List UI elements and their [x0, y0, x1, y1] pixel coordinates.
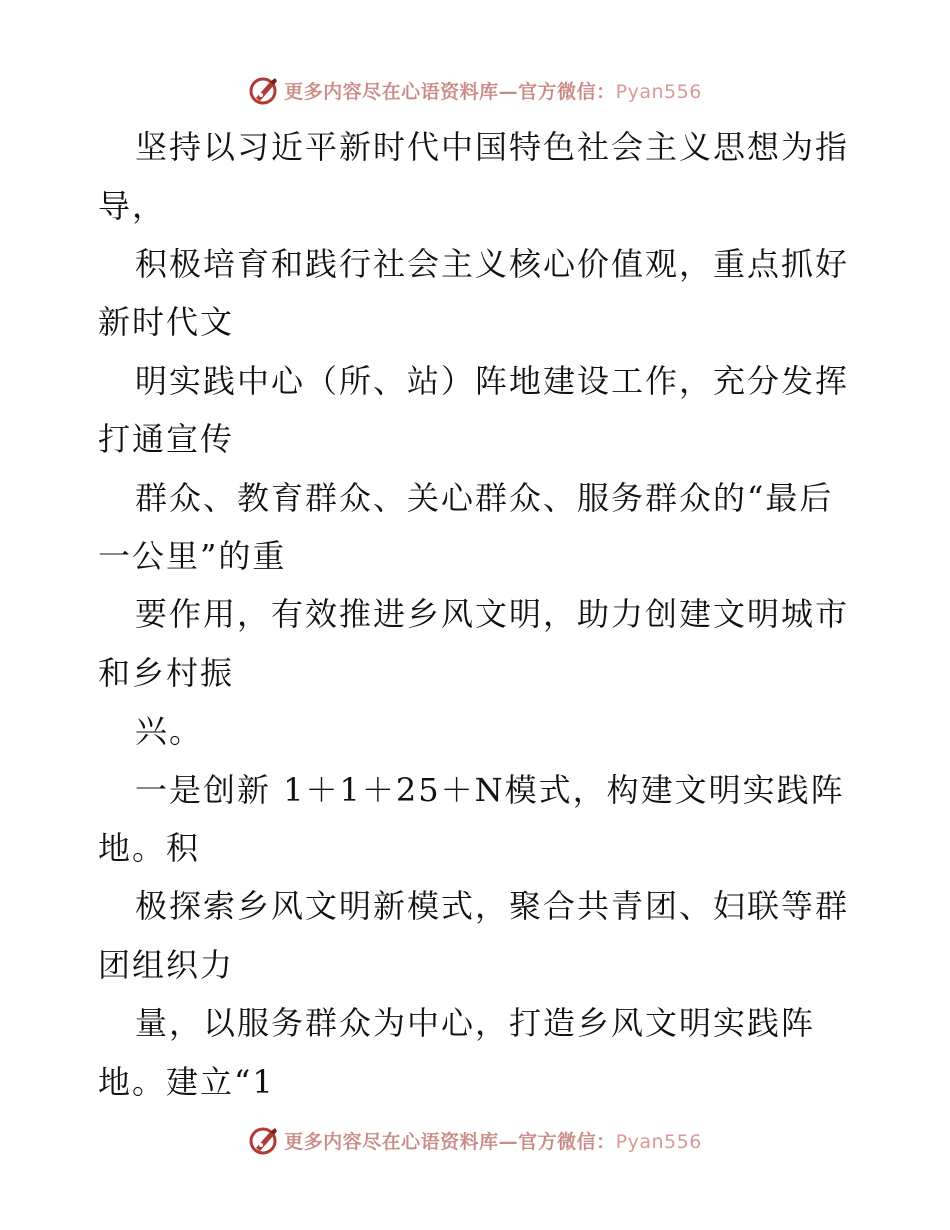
- text-line: 地。建立“1: [98, 1063, 275, 1101]
- text-line: 一公里”的重: [98, 537, 287, 575]
- text-line: 地。积: [98, 829, 201, 867]
- text-line: 坚持以习近平新时代中国特色社会主义思想为指: [135, 128, 850, 166]
- text-line: 兴。: [135, 712, 204, 750]
- text-line: 和乡村振: [98, 654, 235, 692]
- text-line: 明实践中心（所、站）阵地建设工作，充分发挥: [135, 362, 850, 400]
- header-banner: [0, 70, 950, 110]
- text-line: 团组织力: [98, 946, 235, 984]
- text-line: 要作用，有效推进乡风文明，助力创建文明城市: [135, 595, 850, 633]
- footer-banner-text: 更多内容尽在心语资料库—官方微信：Pyan556: [284, 1130, 702, 1153]
- text-line: 量，以服务群众为中心，打造乡风文明实践阵: [135, 1004, 816, 1042]
- text-line: 群众、教育群众、关心群众、服务群众的“最后: [135, 479, 834, 517]
- pen-logo-icon: [248, 74, 280, 106]
- text-line: 极探索乡风文明新模式，聚合共青团、妇联等群: [135, 887, 850, 925]
- text-line: 新时代文: [98, 303, 235, 341]
- header-banner-text: 更多内容尽在心语资料库—官方微信：Pyan556: [284, 80, 702, 103]
- text-line: 导，: [98, 187, 167, 225]
- footer-wechat-id: Pyan556: [615, 1130, 702, 1153]
- footer-banner: [0, 1120, 950, 1160]
- text-line: 打通宣传: [98, 420, 235, 458]
- header-wechat-id: Pyan556: [615, 80, 702, 103]
- pen-logo-icon: [248, 1124, 280, 1156]
- text-line: 一是创新 1＋1＋25＋N模式，构建文明实践阵: [135, 771, 845, 809]
- text-line: 积极培育和践行社会主义核心价值观，重点抓好: [135, 245, 850, 283]
